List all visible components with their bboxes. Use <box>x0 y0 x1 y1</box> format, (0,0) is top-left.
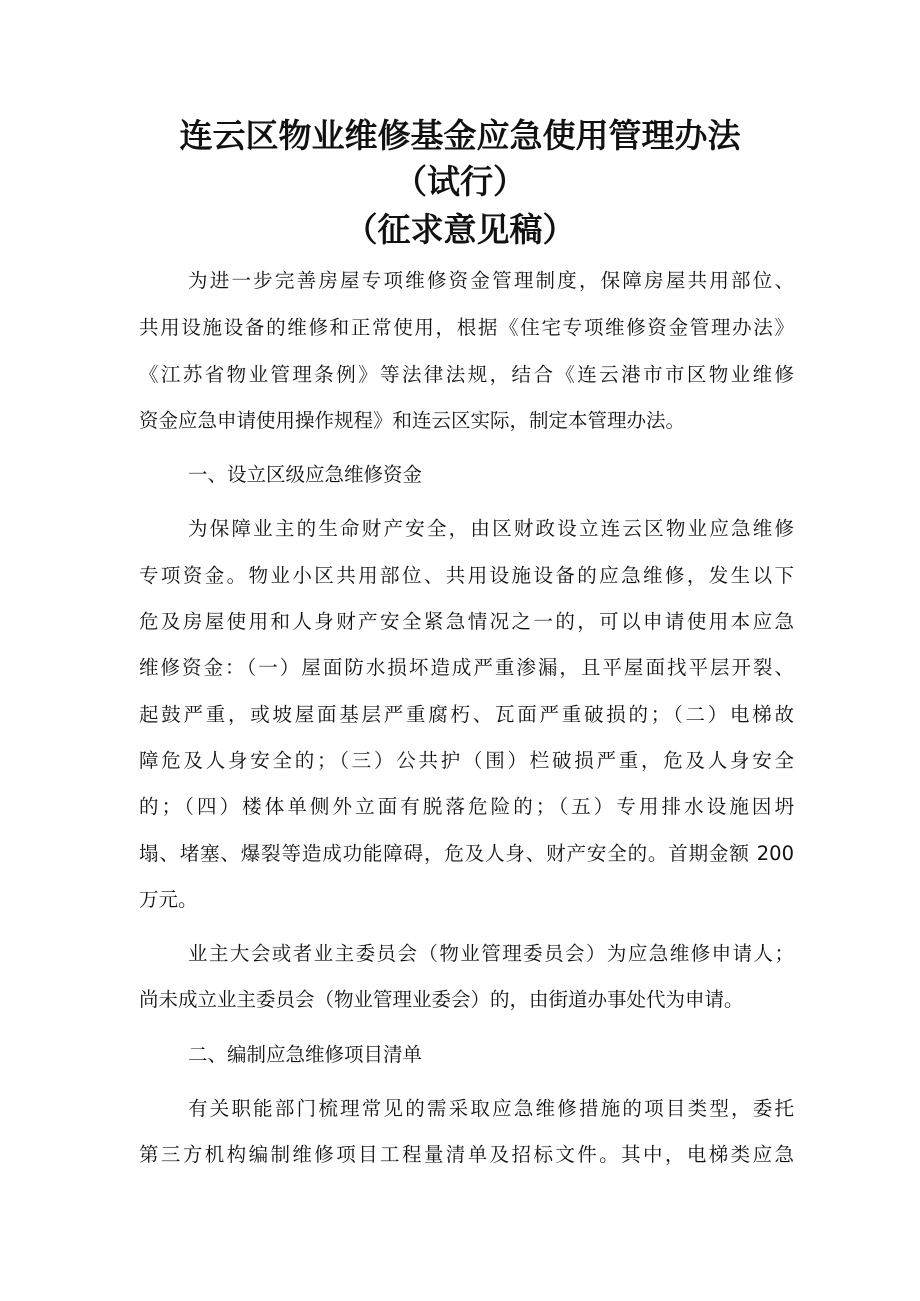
paragraph-intro-line-4: 资金应急申请使用操作规程》和连云区实际，制定本管理办法。 <box>139 409 686 432</box>
paragraph-fund-line-2: 专项资金。物业小区共用部位、共用设施设备的应急维修，发生以下 <box>139 564 794 587</box>
paragraph-list-line-1: 有关职能部门梳理常见的需采取应急维修措施的项目类型，委托 <box>188 1097 794 1120</box>
paragraph-applicant-line-1: 业主大会或者业主委员会（物业管理委员会）为应急维修申请人； <box>188 942 794 965</box>
paragraph-list-line-2: 第三方机构编制维修项目工程量清单及招标文件。其中，电梯类应急 <box>139 1143 794 1166</box>
document-subtitle-trial: （试行） <box>394 162 526 201</box>
paragraph-fund-line-7: 的；（四）楼体单侧外立面有脱落危险的；（五）专用排水设施因坍 <box>139 795 794 818</box>
document-title: 连云区物业维修基金应急使用管理办法 <box>179 116 741 155</box>
paragraph-fund-line-3: 危及房屋使用和人身财产安全紧急情况之一的，可以申请使用本应急 <box>139 610 794 633</box>
paragraph-fund-line-6: 障危及人身安全的；（三）公共护（围）栏破损严重，危及人身安全 <box>139 749 794 772</box>
paragraph-fund-line-1: 为保障业主的生命财产安全，由区财政设立连云区物业应急维修 <box>188 517 794 540</box>
paragraph-fund-line-5: 起鼓严重，或坡屋面基层严重腐朽、瓦面严重破损的；（二）电梯故 <box>139 703 794 726</box>
paragraph-fund-line-8: 塌、堵塞、爆裂等造成功能障碍，危及人身、财产安全的。首期金额 200 <box>139 842 794 865</box>
document-subtitle-draft: （征求意见稿） <box>344 210 576 249</box>
paragraph-intro-line-3: 《江苏省物业管理条例》等法律法规，结合《连云港市市区物业维修 <box>139 363 794 386</box>
section-heading-1: 一、设立区级应急维修资金 <box>188 463 423 486</box>
paragraph-fund-line-4: 维修资金：（一）屋面防水损坏造成严重渗漏，且平屋面找平层开裂、 <box>139 656 794 679</box>
paragraph-fund-line-9: 万元。 <box>139 888 198 911</box>
paragraph-intro-line-2: 共用设施设备的维修和正常使用，根据《住宅专项维修资金管理办法》 <box>139 316 794 339</box>
section-heading-2: 二、编制应急维修项目清单 <box>188 1043 423 1066</box>
paragraph-applicant-line-2: 尚未成立业主委员会（物业管理业委会）的，由街道办事处代为申请。 <box>139 988 744 1011</box>
paragraph-intro-line-1: 为进一步完善房屋专项维修资金管理制度，保障房屋共用部位、 <box>188 269 794 292</box>
